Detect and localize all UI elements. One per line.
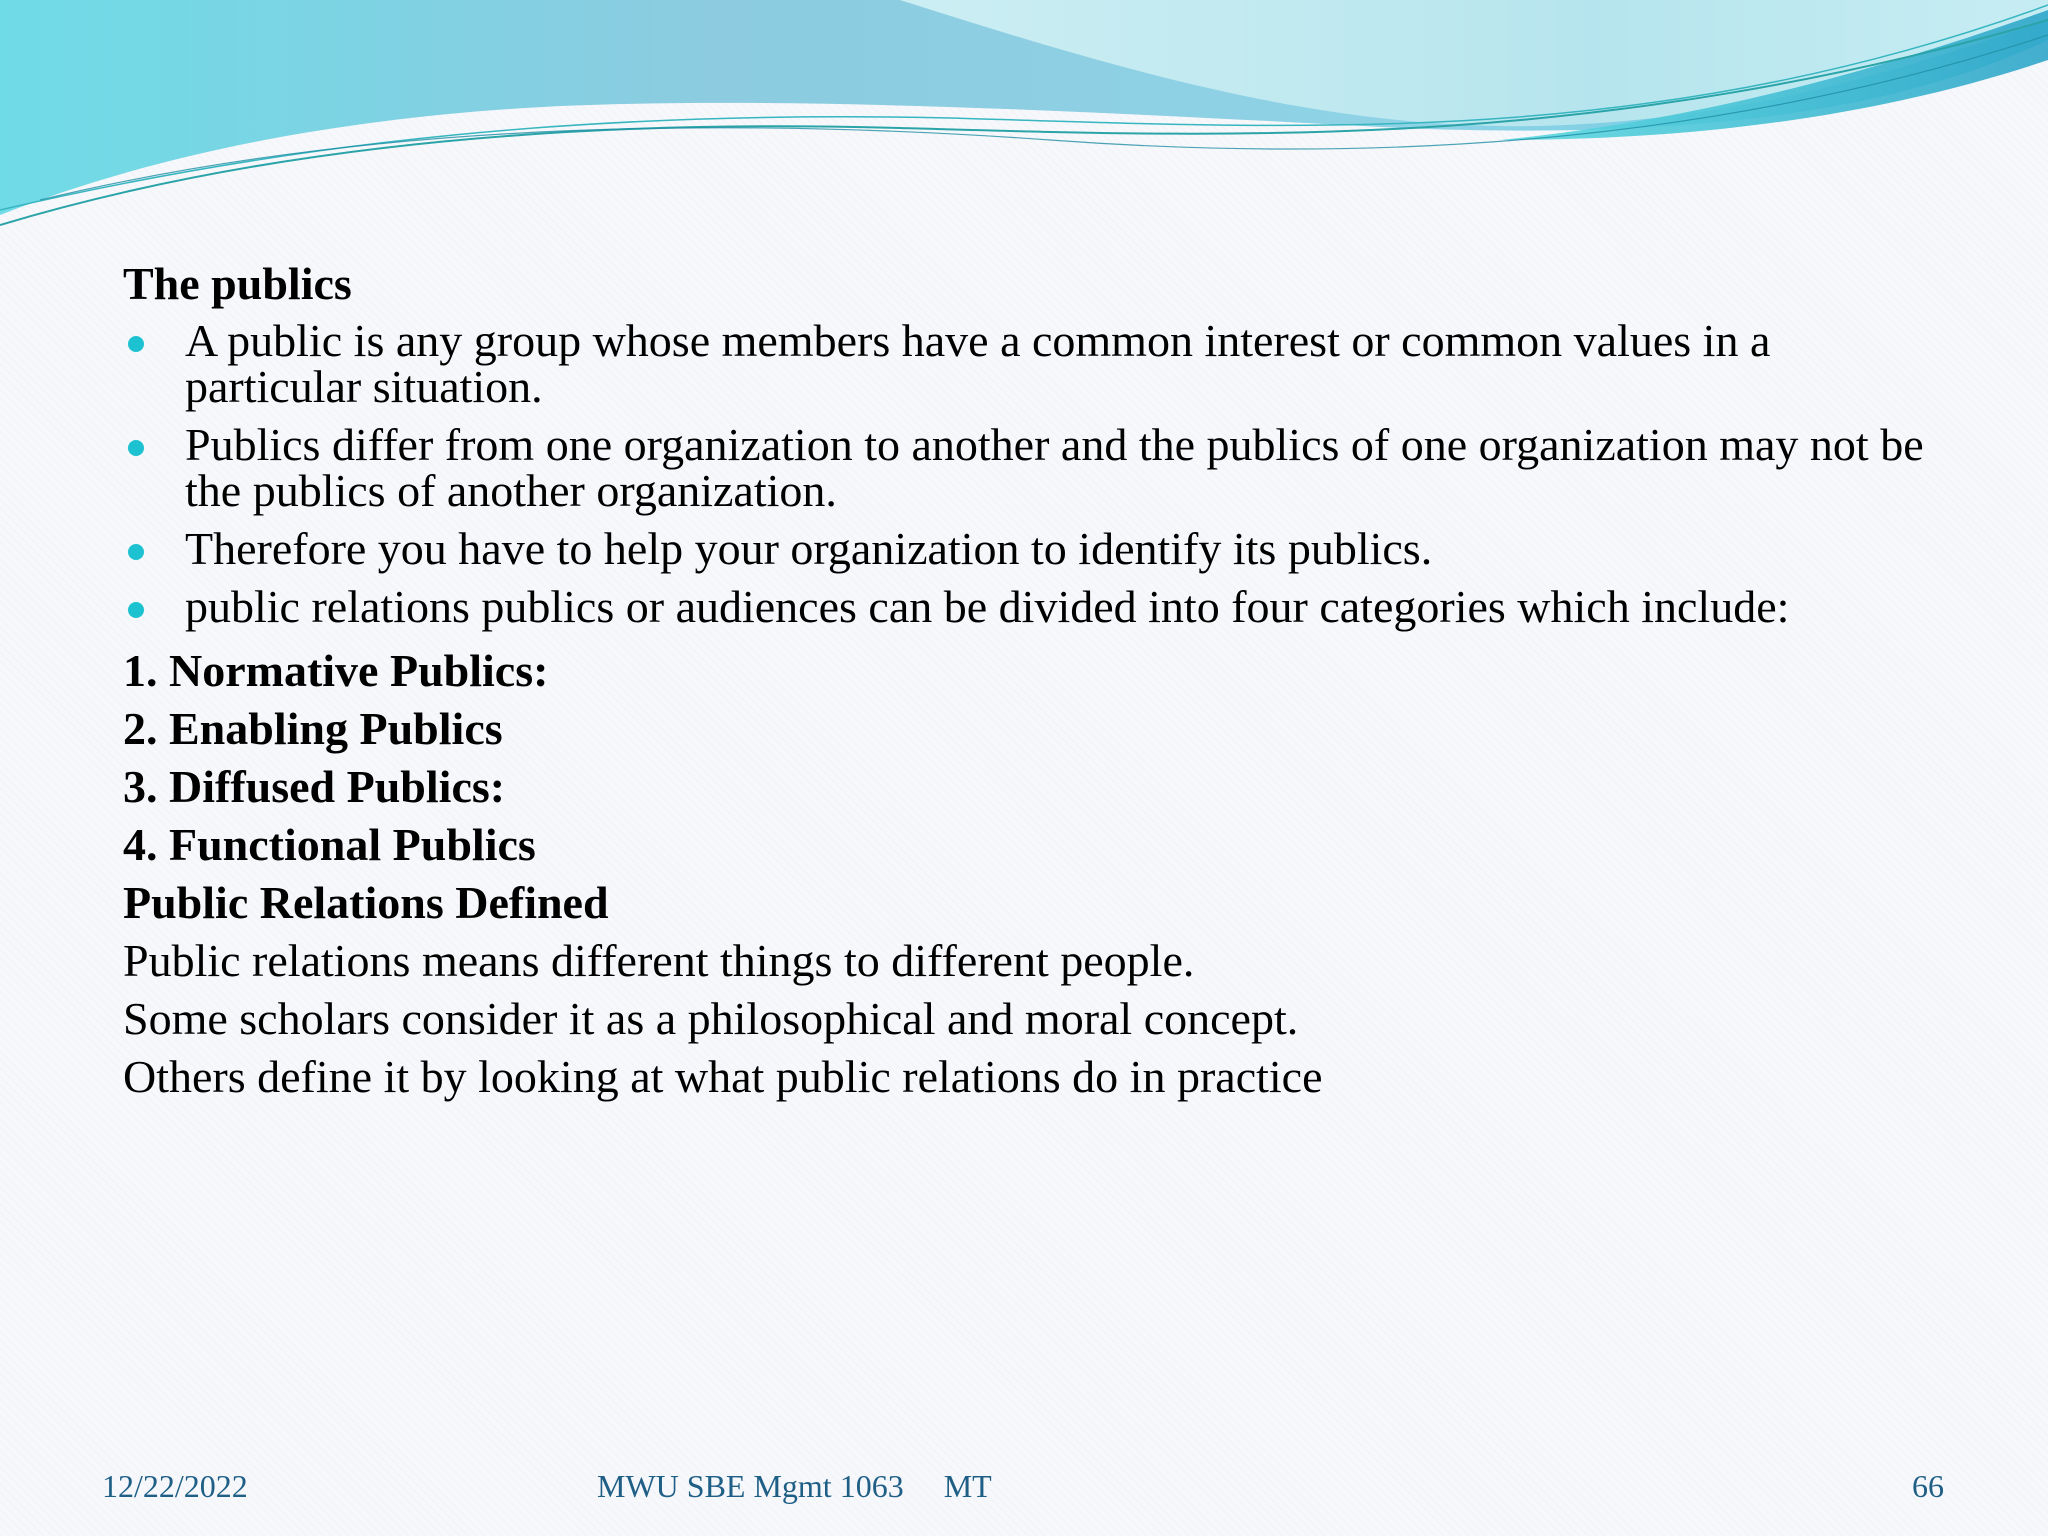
bullet-item bbox=[123, 581, 1953, 632]
header-wave-decoration bbox=[0, 0, 2048, 240]
bullet-text: public relations publics or audiences can be divided into four categories which include: bbox=[185, 581, 1790, 632]
bullet-text: Publics differ from one organization to another and the publics of one organization may not be the publics of another organization. bbox=[185, 419, 1924, 516]
bullet-item bbox=[123, 315, 1953, 412]
paragraph: Public relations means different things to different people. bbox=[123, 935, 1195, 986]
footer-date: 12/22/2022 bbox=[102, 1468, 248, 1504]
bullet-dot-icon bbox=[128, 440, 144, 456]
footer-page-number: 66 bbox=[1912, 1468, 1944, 1504]
footer-course-info bbox=[597, 1466, 992, 1506]
category-functional: 4. Functional Publics bbox=[123, 819, 536, 870]
bullet-dot-icon bbox=[128, 544, 144, 560]
paragraph: Some scholars consider it as a philosophical and moral concept. bbox=[123, 993, 1299, 1044]
bullet-text: A public is any group whose members have a common interest or common values in a particular situation. bbox=[185, 315, 1771, 412]
footer-course: MWU SBE Mgmt 1063 bbox=[597, 1468, 904, 1504]
bullet-text: Therefore you have to help your organization to identify its publics. bbox=[185, 523, 1433, 574]
slide-content bbox=[123, 255, 1953, 1106]
category-diffused: 3. Diffused Publics: bbox=[123, 761, 506, 812]
bullet-dot-icon bbox=[128, 336, 144, 352]
footer-author: MT bbox=[943, 1468, 992, 1504]
slide-title: The publics bbox=[123, 258, 352, 309]
category-normative: 1. Normative Publics: bbox=[123, 645, 549, 696]
subheading: Public Relations Defined bbox=[123, 877, 609, 928]
category-enabling: 2. Enabling Publics bbox=[123, 703, 503, 754]
bullet-item bbox=[123, 523, 1953, 574]
bullet-item bbox=[123, 419, 1953, 516]
bullet-list bbox=[123, 315, 1953, 632]
paragraph: Others define it by looking at what public relations do in practice bbox=[123, 1051, 1323, 1102]
bullet-dot-icon bbox=[128, 602, 144, 618]
